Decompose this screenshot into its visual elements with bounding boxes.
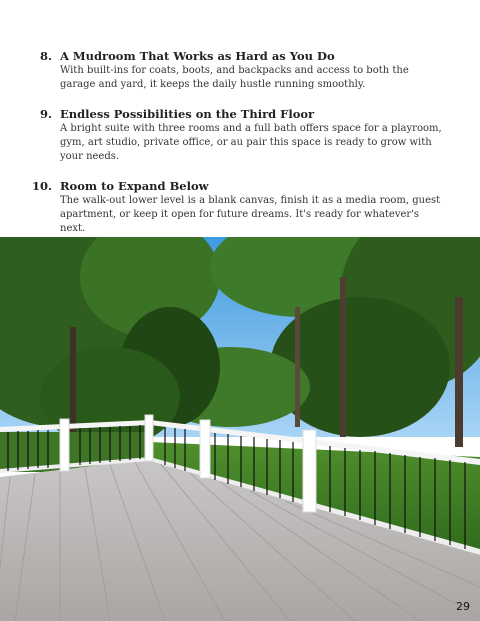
item-number: 9. [39, 107, 52, 121]
page-number: 29 [456, 600, 470, 613]
item-number: 8. [39, 49, 52, 63]
item-description: The walk-out lower level is a blank canvas, finish it as a media room, guest apartment, or keep it open for future dreams. It's ready for whatever's next. [60, 195, 441, 234]
list-item [0, 106, 480, 164]
item-description: A bright suite with three rooms and a full bath offers space for a playroom, gym, art studio, private office, or au pair this space is ready to grow with your needs. [60, 123, 442, 162]
list-item [0, 178, 480, 236]
list-item [0, 48, 480, 92]
item-title: Endless Possibilities on the Third Floor [60, 107, 315, 121]
item-title: A Mudroom That Works as Hard as You Do [60, 49, 335, 63]
feature-list [0, 48, 480, 250]
deck-photo [0, 237, 480, 621]
item-number: 10. [31, 179, 52, 193]
item-title: Room to Expand Below [60, 179, 209, 193]
item-description: With built-ins for coats, boots, and backpacks and access to both the garage and yard, it keeps the daily hustle running smoothly. [60, 65, 409, 90]
